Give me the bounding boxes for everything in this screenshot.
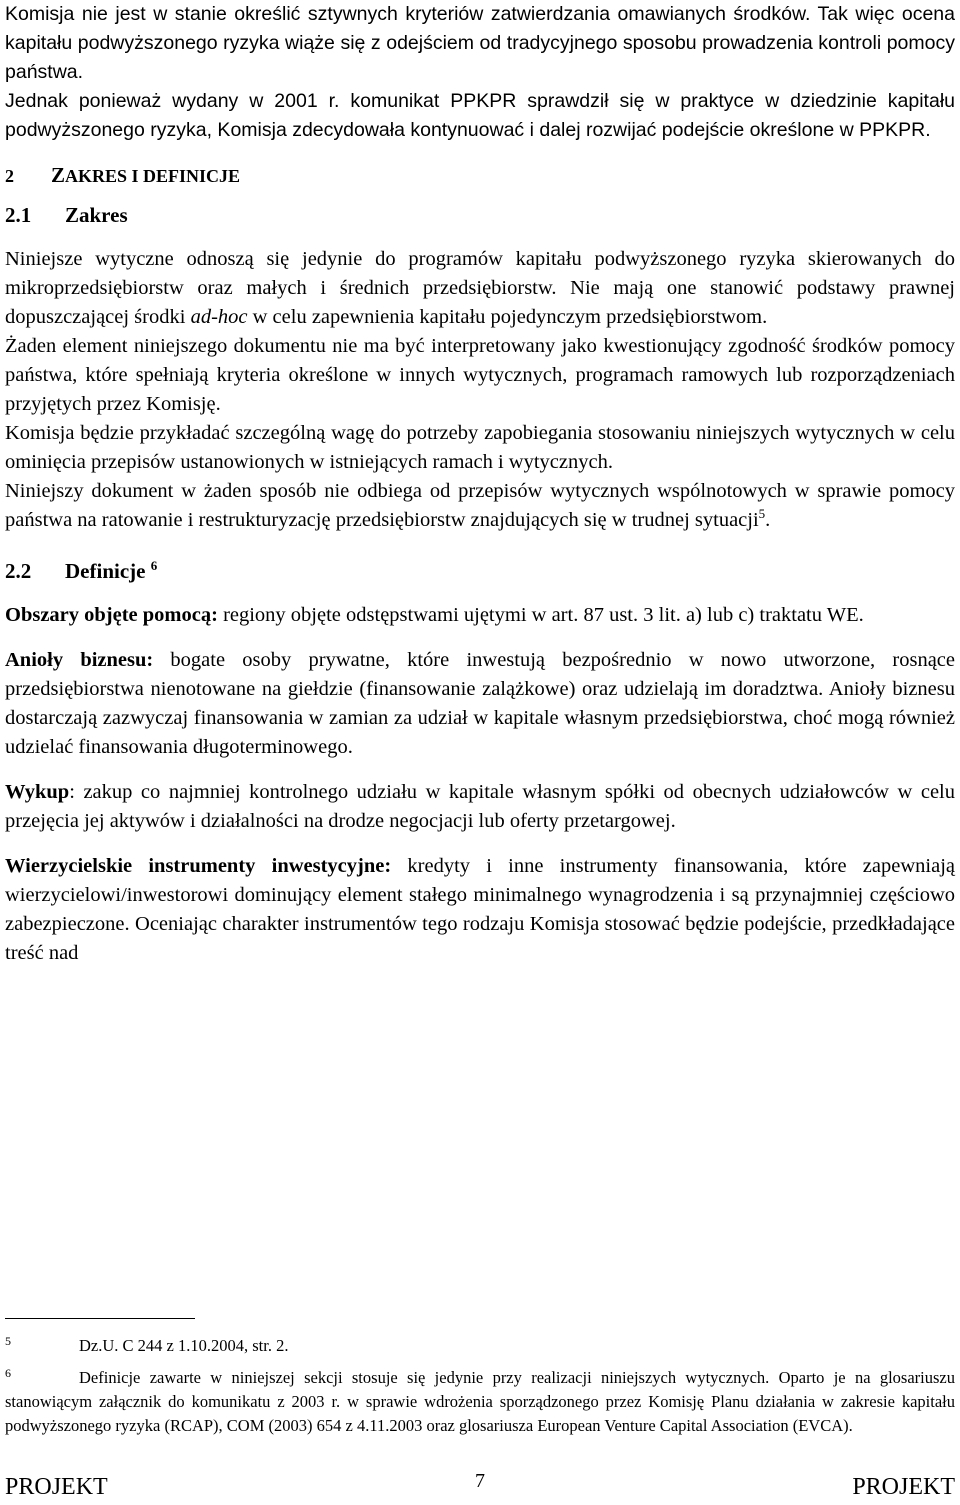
footnote-text: Dz.U. C 244 z 1.10.2004, str. 2.	[79, 1336, 289, 1355]
definition-text: : zakup co najmniej kontrolnego udziału w kapitale własnym spółki od obecnych udziałowców w celu przejęcia jej aktywów i działalności na drodze negocjacji lub oferty przetargowej.	[5, 781, 955, 832]
scope-paragraph-1-text: Niniejsze wytyczne odnoszą się jedynie do programów kapitału podwyższonego ryzyka skierowanych do mikroprzedsiębiorstw oraz małych i średnich przedsiębiorstw. Nie mają one stanowić podstawy prawnej dopuszczającej środki	[5, 248, 955, 328]
definition-term: Wykup	[5, 781, 70, 803]
section-2-title-initial: Z	[51, 163, 66, 187]
definition-text: bogate osoby prywatne, które inwestują bezpośrednio w nowo utworzone, rosnące przedsiębiorstwa nienotowane na giełdzie (finansowanie zalążkowe) oraz udzielają im doradztwa. Anioły biznesu dostarczają zazwyczaj finansowania w zamian za udział w kapitale własnym przedsiębiorstwa, choć mogą również udzielać finansowania długoterminowego.	[5, 649, 955, 758]
definition-assisted-areas	[5, 601, 955, 630]
definition-term: Wierzycielskie instrumenty inwestycyjne:	[5, 855, 392, 877]
definition-text: kredyty i inne instrumenty finansowania, które zapewniają wierzycielowi/inwestorowi dominujący element stałego minimalnego wynagrodzenia i są przynajmniej częściowo zabezpieczone. Oceniając charakter instrumentów tego rodzaju Komisja stosować będzie podejście, przedkładające treść nad	[5, 855, 955, 964]
scope-paragraph-4	[5, 477, 955, 535]
page-number: 7	[475, 1470, 485, 1492]
footer-left-label: PROJEKT	[5, 1474, 108, 1500]
section-2-2-heading	[5, 551, 955, 591]
document-page	[5, 0, 955, 968]
section-2-1-number: 2.1	[5, 203, 32, 227]
section-2-number: 2	[5, 166, 14, 186]
scope-paragraph-3: Komisja będzie przykładać szczególną wagę do potrzeby zapobiegania stosowaniu niniejszych wytycznych w celu ominięcia przepisów ustanowionych w istniejących ramach i wytycznych.	[5, 422, 955, 473]
scope-paragraph-4-end: .	[765, 509, 771, 531]
footnote-text: Definicje zawarte w niniejszej sekcji stosuje się jedynie przy realizacji niniejszych wytycznych. Oparto je na glosariuszu stanowiącym załącznik do komunikatu z 2003 r. w sprawie wdrożenia sporządzonego przez Komisję Planu działania w zakresie kapitału podwyższonego ryzyka (RCAP), COM (2003) 654 z 4.11.2003 oraz glosariusza European Venture Capital Association (EVCA).	[5, 1368, 955, 1435]
footnote-5: 5 Dz.U. C 244 z 1.10.2004, str. 2.	[5, 1333, 289, 1355]
footnotes	[5, 1334, 955, 1438]
definition-term: Anioły biznesu:	[5, 649, 154, 671]
scope-paragraph-4-text: Niniejszy dokument w żaden sposób nie odbiega od przepisów wytycznych wspólnotowych w sprawie pomocy państwa na ratowanie i restrukturyzację przedsiębiorstw znajdujących się w trudnej sytuacji	[5, 480, 955, 531]
section-2-title: AKRES I DEFINICJE	[65, 166, 241, 186]
scope-paragraph-1-text-end: w celu zapewnienia kapitału pojedynczym przedsiębiorstwom.	[247, 306, 768, 328]
definition-text: regiony objęte odstępstwami ujętymi w art. 87 ust. 3 lit. a) lub c) traktatu WE.	[217, 604, 864, 626]
scope-paragraph-1	[5, 245, 955, 332]
section-2-1-title: Zakres	[65, 203, 128, 227]
section-2-2-number: 2.2	[5, 559, 32, 583]
intro-paragraph-2: Jednak ponieważ wydany w 2001 r. komunikat PPKPR sprawdził się w praktyce w dziedzinie kapitału podwyższonego ryzyka, Komisja zdecydowała kontynuować i dalej rozwijać podejście określone w PPKPR.	[5, 90, 955, 141]
footnote-6: 6 Definicje zawarte w niniejszej sekcji stosuje się jedynie przy realizacji niniejszych wytycznych. Oparto je na glosariuszu stanowiącym załącznik do komunikatu z 2003 r. w sprawie wdrożenia sporządzonego przez Komisję Planu działania w zakresie kapitału podwyższonego ryzyka (RCAP), COM (2003) 654 z 4.11.2003 oraz glosariusza European Venture Capital Association (EVCA).	[5, 1365, 955, 1435]
section-2-2-title: Definicje	[65, 559, 146, 583]
definition-term: Obszary objęte pomocą:	[5, 604, 218, 626]
definition-business-angels	[5, 646, 955, 762]
footer-right-label: PROJEKT	[852, 1474, 955, 1500]
section-2-heading	[5, 155, 955, 195]
footnote-separator	[5, 1318, 195, 1319]
section-2-1-heading	[5, 195, 955, 235]
intro-paragraph-1: Komisja nie jest w stanie określić sztywnych kryteriów zatwierdzania omawianych środków. Tak więc ocena kapitału podwyższonego ryzyka wiąże się z odejściem od tradycyjnego sposobu prowadzenia kontroli pomocy państwa.	[5, 3, 955, 83]
scope-paragraph-2: Żaden element niniejszego dokumentu nie ma być interpretowany jako kwestionujący zgodność środków pomocy państwa, które spełniają kryteria określone w innych wytycznych, programach ramowych lub rozporządzeniach przyjętych przez Komisję.	[5, 335, 955, 415]
footnote-ref-5[interactable]: 5	[758, 506, 766, 522]
definition-buy-out	[5, 778, 955, 836]
definition-debt-instruments	[5, 852, 955, 968]
ad-hoc-term: ad-hoc	[190, 306, 248, 328]
footnote-ref-6[interactable]: 6	[150, 558, 158, 573]
page-footer	[5, 1472, 955, 1502]
